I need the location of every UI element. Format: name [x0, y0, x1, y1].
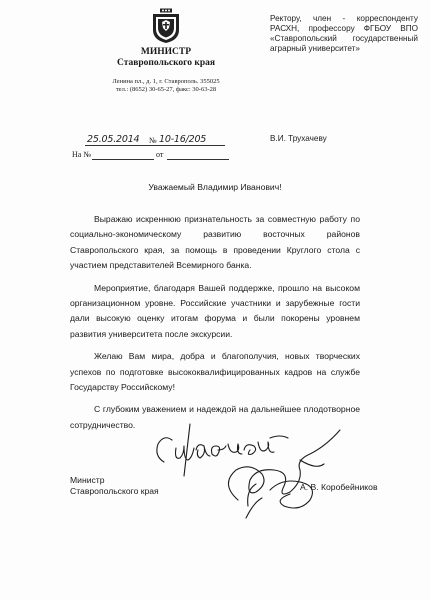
org-subtitle: Ставропольского края: [116, 58, 216, 68]
signatory-position: [70, 475, 159, 497]
reference-from-label: от: [156, 150, 164, 159]
reference-line: [72, 148, 232, 160]
number-label: №: [149, 136, 157, 145]
paragraph: Мероприятие, благодаря Вашей поддержке, прошло на высоком организационном уровне. Российские участники и зарубежные гости дали высокую оценку итогам форума и были покорены уровнем развития университета после экскурсии.: [70, 282, 360, 339]
letterhead: [96, 8, 236, 94]
letter-body: [70, 212, 360, 440]
recipient-position: Ректору, член - корреспонденту РАСХН, профессору ФГБОУ ВПО «Ставропольский государственный аграрный университет»: [270, 14, 418, 53]
handwritten-date: 25.05.2014: [87, 134, 140, 145]
date-underline: [85, 145, 225, 146]
org-title: МИНИСТР: [140, 47, 192, 57]
registration-date-line: [85, 134, 225, 146]
salutation: Уважаемый Владимир Иванович!: [148, 182, 282, 192]
org-address-line: Ленина пл., д. 1, г. Ставрополь. 355025: [112, 78, 220, 85]
signatory-name: А. В. Коробейников: [300, 482, 378, 492]
signatory-title: Министр: [70, 475, 105, 485]
paragraph: Желаю Вам мира, добра и благополучия, новых творческих успехов по подготовке высококвалифицированных кадров на службе Государству Российскому!: [70, 351, 360, 393]
coat-of-arms-icon: [151, 8, 181, 44]
paragraph: С глубоким уважением и надеждой на дальнейшее плодотворное сотрудничество.: [70, 404, 360, 430]
handwritten-number: 10-16/205: [159, 134, 207, 145]
recipient-name: В.И. Трухачеву: [270, 134, 327, 143]
org-address: [96, 78, 236, 94]
paragraph: Выражаю искреннюю признательность за совместную работу по социально-экономическому развитию восточных районов Ставропольского края, за помощь в проведении Круглого стола с участием представителей Всемирного банка.: [70, 214, 360, 271]
reference-number-label: На №: [72, 150, 91, 159]
handwritten-signature: [150, 420, 350, 525]
reference-number-underline: [92, 159, 154, 160]
reference-date-underline: [167, 159, 229, 160]
signatory-region: Ставропольского края: [70, 486, 159, 496]
org-phone-line: тел.: (8652) 30-65-27, факс: 30-63-28: [115, 86, 217, 93]
